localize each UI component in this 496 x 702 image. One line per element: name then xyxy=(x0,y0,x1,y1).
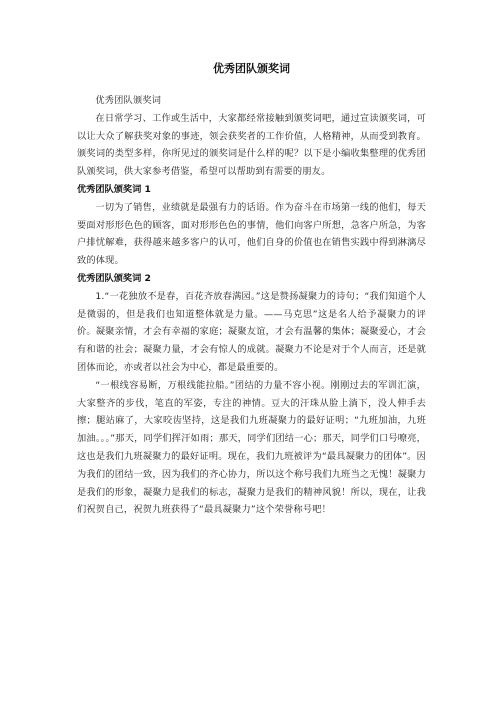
section-2-paragraph-2: “一根线容易断，万根线能拉船。”团结的力量不容小视。刚刚过去的军训汇演，大家整齐的步伐，笔直的军姿，专注的神情。豆大的汗珠从脸上淌下，没人伸手去擦；腿站麻了，大家咬齿坚持，这是我们九班凝聚力的最好证明；“九班加油，九班加油。。。”那天，同学们挥汗如雨；那天，同学们团结一心；那天，同学们口号嘹亮，这也是我们九班凝聚力的最好证明。现在，我们九班被评为“最具凝聚力的团体”。因为我们的团结一致，因为我们的齐心协力，所以这个称号我们九班当之无愧！凝聚力是我们的形象，凝聚力是我们的标志，凝聚力是我们的精神风貌！所以，现在，让我们祝贺自己，祝贺九班获得了“最具凝聚力”这个荣誉称号吧！ xyxy=(77,379,426,516)
section-1-paragraph-1: 一切为了销售，业绩就是最强有力的话语。作为奋斗在市场第一线的他们，每天要面对形形色色的顾客，面对形形色色的事情，他们向客户所想，急客户所急，为客户排忧解难，获得越来越多客户的认可，他们自身的价值也在销售实践中得到淋漓尽致的体现。 xyxy=(77,201,426,267)
document-title: 优秀团队颁奖词 xyxy=(213,62,290,75)
section-heading-2: 优秀团队颁奖词 2 xyxy=(77,272,151,284)
section-2-paragraph-1: 1.“一花独放不是春，百花齐放春满园。”这是赞扬凝聚力的诗句；“我们知道个人是微弱的，但是我们也知道整体就是力量。——马克思”这是名人给予凝聚力的评价。凝聚亲情，才会有幸福的家庭；凝聚友谊，才会有温馨的集体；凝聚爱心，才会有和谐的社会；凝聚力量，才会有惊人的成就。凝聚力不论是对于个人而言，还是就团体而论，亦或者以社会为中心，都是最重要的。 xyxy=(77,290,426,373)
section-heading-1: 优秀团队颁奖词 1 xyxy=(77,183,151,195)
intro-paragraph: 在日常学习、工作或生活中，大家都经常接触到颁奖词吧，通过宣读颁奖词，可以让大众了解获奖对象的事迹，领会获奖者的工作价值，人格精神，从而受到教育。颁奖词的类型多样，你所见过的颁奖词是什么样的呢？以下是小编收集整理的优秀团队颁奖词，供大家参考借鉴，希望可以帮助到有需要的朋友。 xyxy=(77,112,426,178)
intro-line: 优秀团队颁奖词 xyxy=(95,95,162,106)
